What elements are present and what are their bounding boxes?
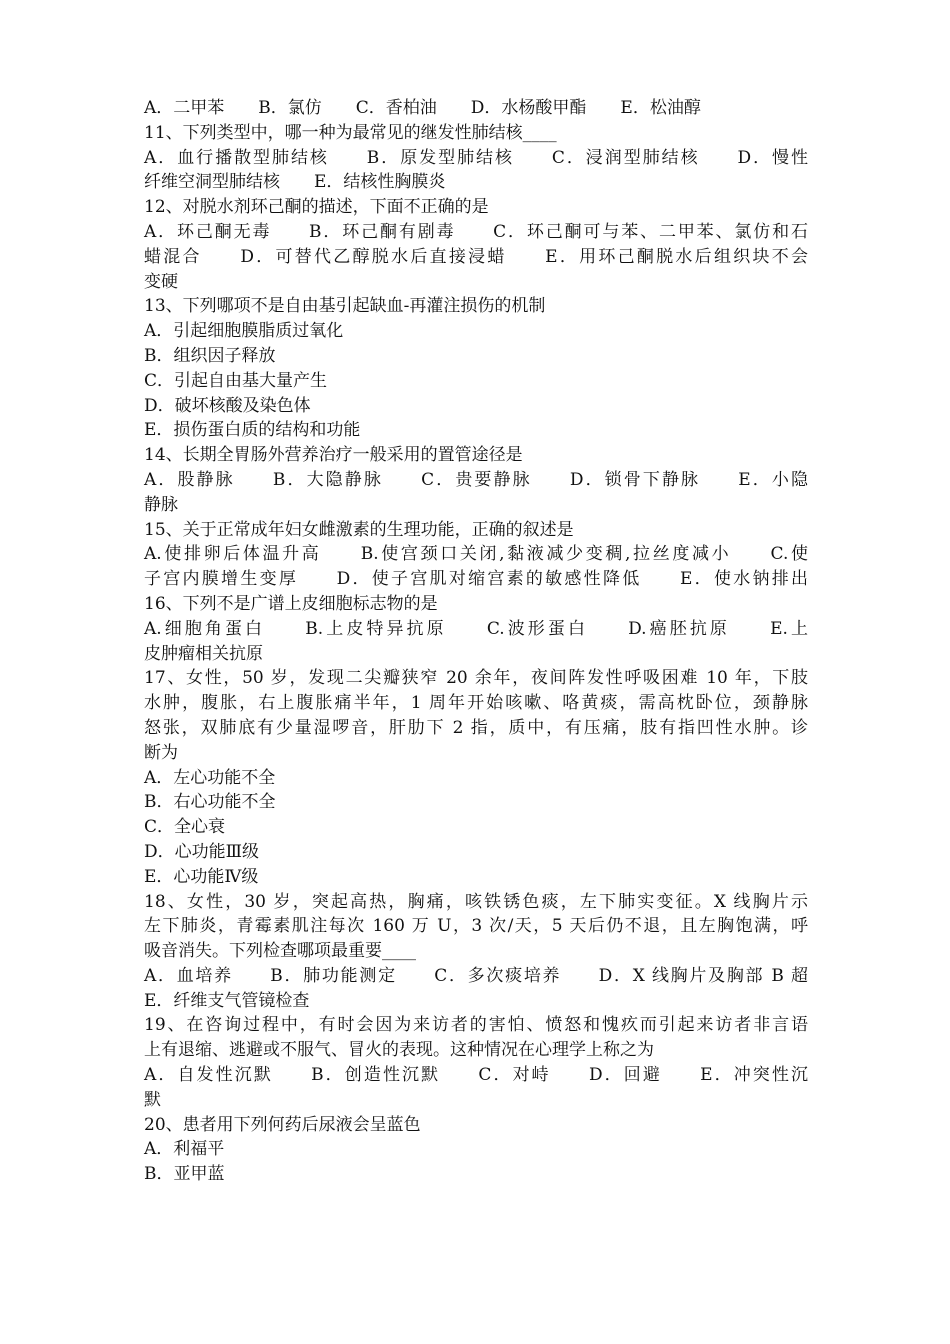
text-line: A．环己酮无毒 B．环己酮有剧毒 C．环己酮可与苯、二甲苯、氯仿和石 [144, 221, 808, 242]
text-line: 19、在咨询过程中，有时会因为来访者的害怕、愤怒和愧疚而引起来访者非言语 [144, 1015, 808, 1036]
text-line: 14、长期全胃肠外营养治疗一般采用的置管途径是 [144, 445, 523, 466]
text-line: 子宫内膜增生变厚 D．使子宫肌对缩宫素的敏感性降低 E．使水钠排出 [144, 569, 808, 590]
text-line: 怒张，双肺底有少量湿啰音，肝肋下 2 指，质中，有压痛，肢有指凹性水肿。诊 [144, 717, 808, 738]
text-line: 16、下列不是广谱上皮细胞标志物的是 [144, 593, 438, 614]
text-line: 13、下列哪项不是自由基引起缺血-再灌注损伤的机制 [144, 296, 546, 317]
text-line: 17、女性，50 岁，发现二尖瓣狭窄 20 余年，夜间阵发性呼吸困难 10 年，下肢 [144, 668, 808, 689]
text-line: B．亚甲蓝 [144, 1164, 225, 1185]
text-line: D．破坏核酸及染色体 [144, 395, 311, 416]
text-line: 11、下列类型中，哪一种为最常见的继发性肺结核____ [144, 122, 557, 143]
text-line: B．组织因子释放 [144, 345, 276, 366]
text-line: 15、关于正常成年妇女雌激素的生理功能，正确的叙述是 [144, 519, 574, 540]
text-line: A．血行播散型肺结核 B．原发型肺结核 C．浸润型肺结核 D．慢性 [144, 147, 808, 168]
text-line: A．股静脉 B．大隐静脉 C．贵要静脉 D．锁骨下静脉 E．小隐 [144, 469, 808, 490]
text-line: C．全心衰 [144, 817, 226, 838]
text-line: A.细胞角蛋白 B.上皮特异抗原 C.波形蛋白 D.癌胚抗原 E.上 [144, 618, 808, 639]
text-line: E．纤维支气管镜检查 [144, 990, 310, 1011]
text-line: A．自发性沉默 B．创造性沉默 C．对峙 D．回避 E．冲突性沉 [144, 1065, 808, 1086]
document-page [144, 96, 808, 1187]
text-line: 静脉 [144, 494, 178, 515]
text-line: 断为 [144, 742, 178, 763]
text-line: 变硬 [144, 271, 178, 292]
text-line: 皮肿瘤相关抗原 [144, 643, 263, 664]
text-line: C．引起自由基大量产生 [144, 370, 328, 391]
text-line: D．心功能Ⅲ级 [144, 841, 260, 862]
text-line: B．右心功能不全 [144, 792, 276, 813]
text-line: E．损伤蛋白质的结构和功能 [144, 420, 361, 441]
text-line: A．利福平 [144, 1139, 225, 1160]
text-line: 默 [144, 1089, 161, 1110]
text-line: A．引起细胞膜脂质过氧化 [144, 321, 344, 342]
text-line: E．心功能Ⅳ级 [144, 866, 259, 887]
text-line: A．左心功能不全 [144, 767, 276, 788]
text-line: A.使排卵后体温升高 B.使宫颈口关闭,黏液减少变稠,拉丝度减小 C.使 [144, 544, 808, 565]
text-line: 12、对脱水剂环己酮的描述，下面不正确的是 [144, 197, 489, 218]
text-line: 蜡混合 D．可替代乙醇脱水后直接浸蜡 E．用环己酮脱水后组织块不会 [144, 246, 808, 267]
text-line: A．二甲苯 B．氯仿 C．香柏油 D．水杨酸甲酯 E．松油醇 [144, 98, 701, 118]
text-line: 水肿，腹胀，右上腹胀痛半年，1 周年开始咳嗽、咯黄痰，需高枕卧位，颈静脉 [144, 693, 808, 714]
text-line: 上有退缩、逃避或不服气、冒火的表现。这种情况在心理学上称之为 [144, 1040, 654, 1061]
text-line: 吸音消失。下列检查哪项最重要____ [144, 941, 416, 962]
text-line: A．血培养 B．肺功能测定 C．多次痰培养 D．X 线胸片及胸部 B 超 [144, 965, 808, 986]
text-line: 左下肺炎，青霉素肌注每次 160 万 U，3 次/天，5 天后仍不退，且左胸饱满，呼 [144, 916, 808, 937]
text-line: 纤维空洞型肺结核 E．结核性胸膜炎 [144, 172, 446, 193]
text-line: 18、女性，30 岁，突起高热，胸痛，咳铁锈色痰，左下肺实变征。X 线胸片示 [144, 891, 808, 912]
text-line: 20、患者用下列何药后尿液会呈蓝色 [144, 1114, 421, 1135]
